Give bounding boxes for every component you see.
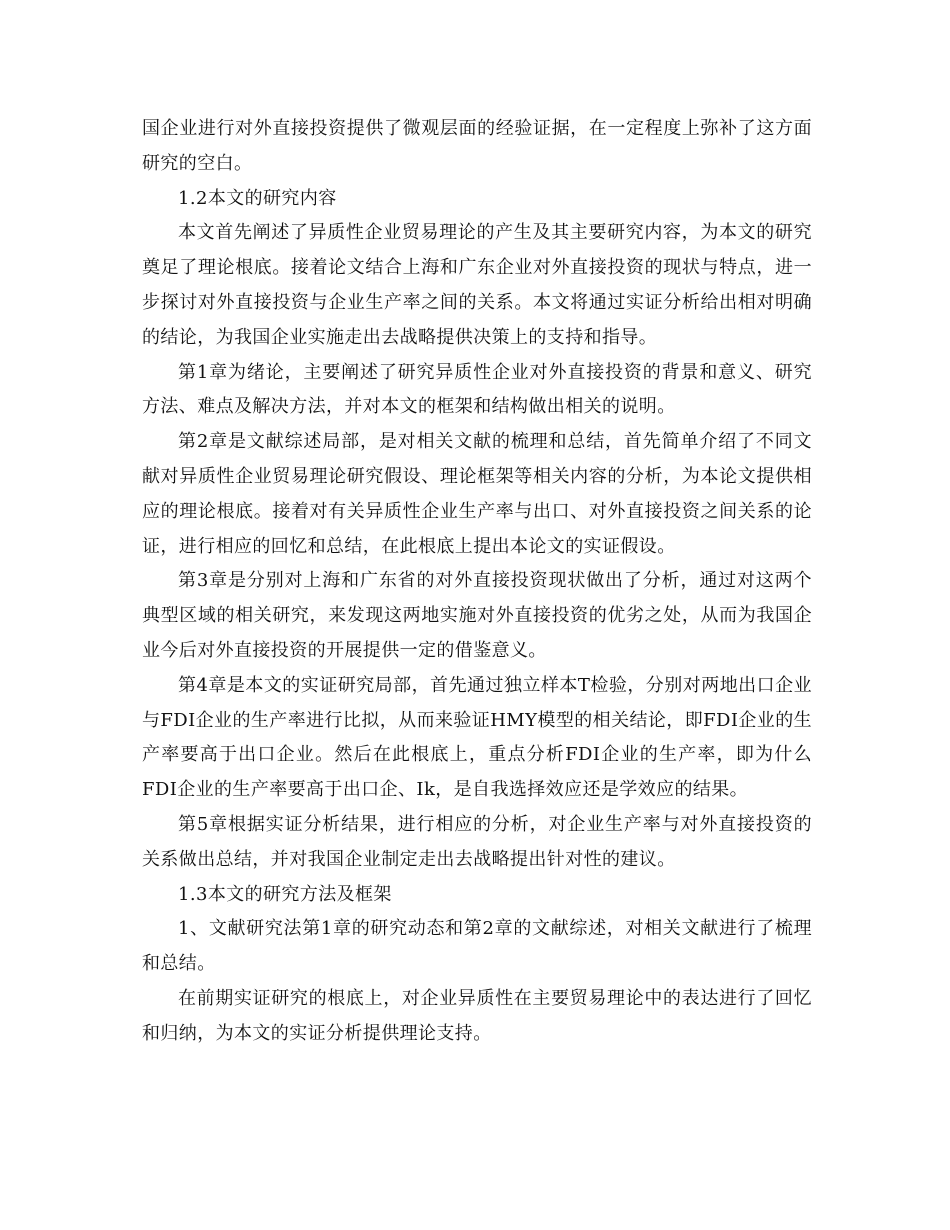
section-heading-1-2: 1.2本文的研究内容 — [178, 187, 337, 209]
body-text — [142, 112, 812, 1052]
paragraph-continuation: 国企业进行对外直接投资提供了微观层面的经验证据，在一定程度上弥补了这方面研究的空白。 — [142, 118, 812, 174]
paragraph-literature-method: 1、文献研究法第1章的研究动态和第2章的文献综述，对相关文献进行了梳理和总结。 — [142, 918, 812, 975]
paragraph-chapter-3: 第3章是分别对上海和广东省的对外直接投资现状做出了分析，通过对这两个典型区域的相关研究，来发现这两地实施对外直接投资的优劣之处，从而为我国企业今后对外直接投资的开展提供一定的借鉴意义。 — [142, 570, 812, 661]
paragraph-chapter-2: 第2章是文献综述局部，是对相关文献的梳理和总结，首先简单介绍了不同文献对异质性企业贸易理论研究假设、理论框架等相关内容的分析，为本论文提供相应的理论根底。接着对有关异质性企业生产率与出口、对外直接投资之间关系的论证，进行相应的回忆和总结，在此根底上提出本论文的实证假设。 — [142, 431, 812, 557]
paragraph-chapter-4: 第4章是本文的实证研究局部，首先通过独立样本T检验，分别对两地出口企业与FDI企业的生产率进行比拟，从而来验证HMY模型的相关结论，即FDI企业的生产率要高于出口企业。然后在此根底上，重点分析FDI企业的生产率，即为什么FDI企业的生产率要高于出口企、Ik，是自我选择效应还是学效应的结果。 — [142, 674, 812, 801]
paragraph-empirical-basis: 在前期实证研究的根底上，对企业异质性在主要贸易理论中的表达进行了回忆和归纳，为本文的实证分析提供理论支持。 — [142, 987, 812, 1044]
section-heading-1-3: 1.3本文的研究方法及框架 — [178, 883, 392, 905]
paragraph-chapter-5: 第5章根据实证分析结果，进行相应的分析，对企业生产率与对外直接投资的关系做出总结，并对我国企业制定走出去战略提出针对性的建议。 — [142, 813, 812, 870]
paragraph-research-content: 本文首先阐述了异质性企业贸易理论的产生及其主要研究内容，为本文的研究奠足了理论根底。接着论文结合上海和广东企业对外直接投资的现状与特点，进一步探讨对外直接投资与企业生产率之间的关系。本文将通过实证分析给出相对明确的结论，为我国企业实施走出去战略提供决策上的支持和指导。 — [142, 222, 812, 348]
paragraph-chapter-1: 第1章为绪论，主要阐述了研究异质性企业对外直接投资的背景和意义、研究方法、难点及解决方法，并对本文的框架和结构做出相关的说明。 — [142, 361, 812, 418]
